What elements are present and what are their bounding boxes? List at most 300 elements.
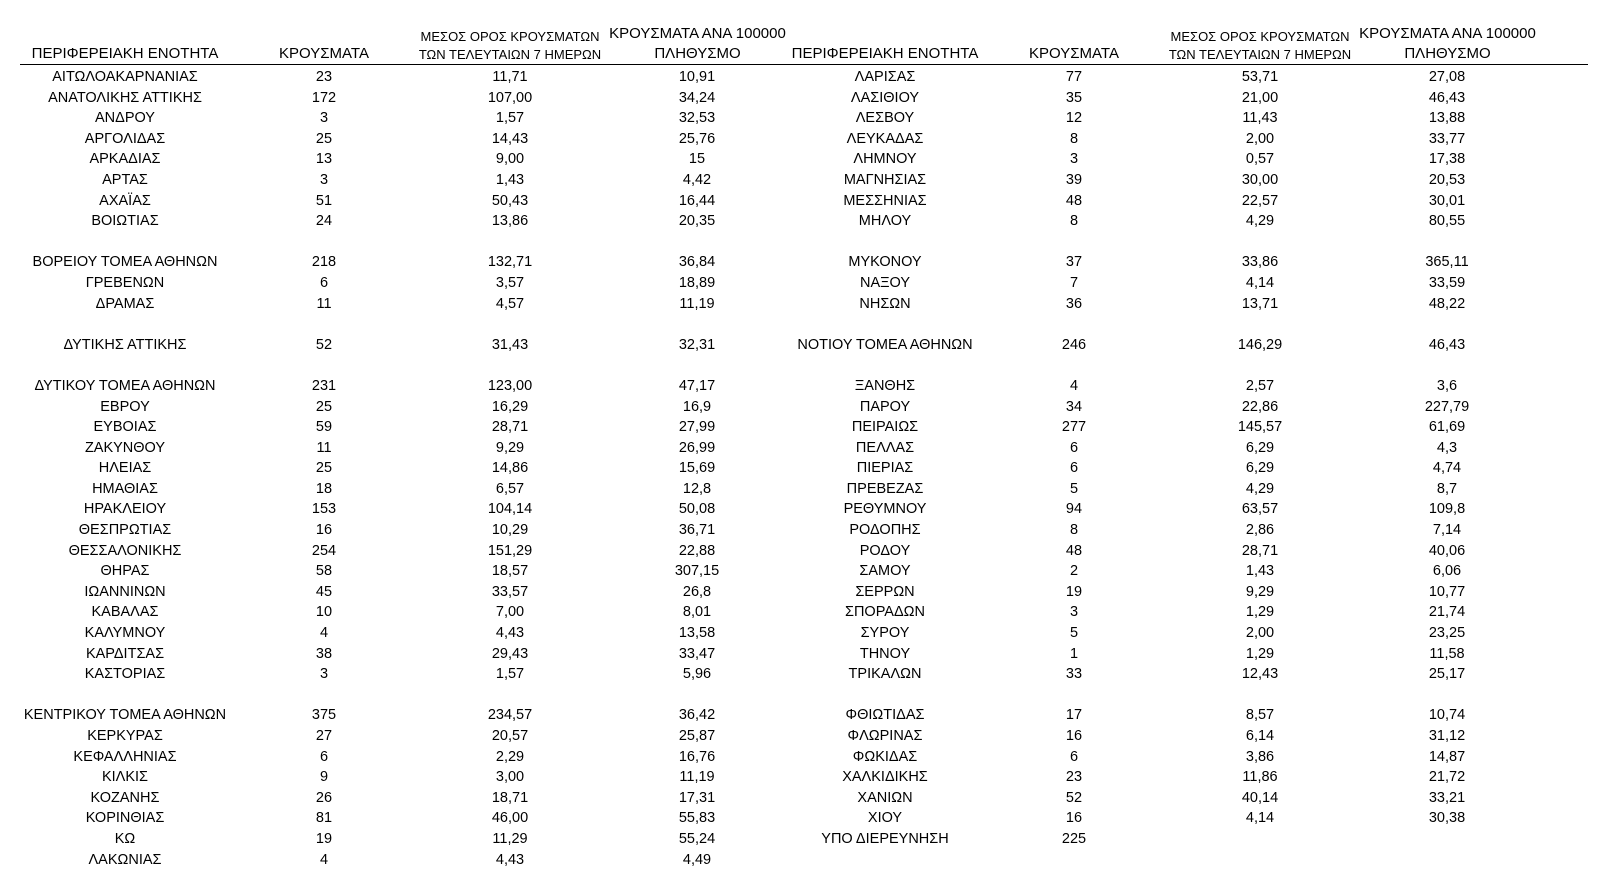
cases-cell: 9 xyxy=(319,769,329,786)
avg7-cell: 33,86 xyxy=(1241,254,1279,271)
avg7-cell: 33,57 xyxy=(491,583,529,600)
table-row xyxy=(750,273,1600,294)
per100k-cell: 32,53 xyxy=(678,110,716,127)
cases-cell: 246 xyxy=(1061,336,1087,353)
region-cell: ΑΡΤΑΣ xyxy=(102,171,148,188)
per100k-cell: 6,06 xyxy=(1432,563,1462,580)
cases-cell: 58 xyxy=(315,563,333,580)
region-cell: ΑΙΤΩΛΟΑΚΑΡΝΑΝΙΑΣ xyxy=(52,69,198,85)
header-avg-left xyxy=(410,28,610,64)
avg7-cell: 2,00 xyxy=(1245,625,1275,642)
avg7-cell: 40,14 xyxy=(1241,789,1279,806)
spacer-row xyxy=(750,314,1600,335)
cases-cell: 254 xyxy=(311,542,337,559)
per100k-cell: 20,35 xyxy=(678,213,716,230)
table-row xyxy=(0,417,800,438)
region-cell: ΡΟΔΟΠΗΣ xyxy=(849,522,921,539)
table-row xyxy=(0,561,800,582)
table-row xyxy=(750,788,1600,809)
cases-cell: 59 xyxy=(315,419,333,436)
per100k-cell: 8,01 xyxy=(682,604,712,621)
table-row xyxy=(750,582,1600,603)
table-row xyxy=(750,438,1600,459)
cases-cell: 5 xyxy=(1069,480,1079,497)
table-row xyxy=(0,747,800,768)
region-cell: ΣΕΡΡΩΝ xyxy=(855,583,915,600)
per100k-cell: 17,31 xyxy=(678,789,716,806)
per100k-cell: 55,83 xyxy=(678,810,716,827)
table-row xyxy=(750,747,1600,768)
region-cell: ΡΟΔΟΥ xyxy=(859,542,911,559)
cases-cell: 18 xyxy=(315,480,333,497)
header-avg-line2: ΤΩΝ ΤΕΛΕΥΤΑΙΩΝ 7 ΗΜΕΡΩΝ xyxy=(1168,47,1352,62)
header-avg-line2: ΤΩΝ ΤΕΛΕΥΤΑΙΩΝ 7 ΗΜΕΡΩΝ xyxy=(418,47,602,62)
per100k-cell: 365,11 xyxy=(1425,254,1469,271)
cases-cell: 277 xyxy=(1061,419,1087,436)
per100k-cell: 7,14 xyxy=(1432,522,1462,539)
region-cell: ΜΥΚΟΝΟΥ xyxy=(848,254,922,271)
cases-cell: 25 xyxy=(315,130,333,147)
table-row xyxy=(750,520,1600,541)
cases-cell: 37 xyxy=(1065,254,1083,271)
table-row xyxy=(0,479,800,500)
per100k-cell: 27,08 xyxy=(1428,69,1466,85)
avg7-cell: 2,29 xyxy=(495,748,525,765)
per100k-cell: 30,38 xyxy=(1428,810,1466,827)
cases-cell: 8 xyxy=(1069,130,1079,147)
per100k-cell: 34,24 xyxy=(678,89,716,106)
cases-cell: 6 xyxy=(319,274,329,291)
avg7-cell: 21,00 xyxy=(1241,89,1279,106)
avg7-cell: 4,43 xyxy=(495,625,525,642)
header-per100k-right xyxy=(1350,24,1545,64)
region-cell: ΑΝΔΡΟΥ xyxy=(95,110,155,127)
avg7-cell: 50,43 xyxy=(491,192,529,209)
per100k-cell: 47,17 xyxy=(678,377,716,394)
region-cell: ΘΕΣΠΡΩΤΙΑΣ xyxy=(78,522,172,539)
cases-cell: 3 xyxy=(1069,604,1079,621)
region-cell: ΚΟΡΙΝΘΙΑΣ xyxy=(85,810,165,827)
cases-cell: 375 xyxy=(311,707,337,724)
region-cell: ΤΡΙΚΑΛΩΝ xyxy=(848,666,922,683)
region-cell: ΛΗΜΝΟΥ xyxy=(853,151,917,168)
per100k-cell: 36,71 xyxy=(678,522,716,539)
cases-cell: 1 xyxy=(1069,645,1079,662)
table-row xyxy=(0,664,800,685)
cases-cell: 16 xyxy=(1065,728,1083,744)
avg7-cell: 46,00 xyxy=(491,810,529,827)
avg7-cell: 13,71 xyxy=(1241,295,1279,312)
table-row xyxy=(0,211,800,232)
cases-cell: 48 xyxy=(1065,192,1083,209)
region-cell: ΡΕΘΥΜΝΟΥ xyxy=(843,501,927,518)
header-avg-line1: ΜΕΣΟΣ ΟΡΟΣ ΚΡΟΥΣΜΑΤΩΝ xyxy=(1170,29,1350,44)
region-cell: ΚΕΦΑΛΛΗΝΙΑΣ xyxy=(73,748,177,765)
avg7-cell: 4,29 xyxy=(1245,213,1275,230)
cases-cell: 8 xyxy=(1069,213,1079,230)
avg7-cell: 6,29 xyxy=(1245,460,1275,477)
cases-cell: 4 xyxy=(319,851,329,868)
avg7-cell: 11,43 xyxy=(1242,110,1278,127)
region-cell: ΑΝΑΤΟΛΙΚΗΣ ΑΤΤΙΚΗΣ xyxy=(48,89,202,106)
table-row xyxy=(750,108,1600,129)
table-row xyxy=(0,788,800,809)
avg7-cell: 234,57 xyxy=(487,707,533,724)
region-cell: ΠΡΕΒΕΖΑΣ xyxy=(846,480,924,497)
per100k-cell: 11,58 xyxy=(1429,645,1465,662)
region-cell: ΠΕΛΛΑΣ xyxy=(855,439,915,456)
table-row xyxy=(750,808,1600,829)
avg7-cell: 0,57 xyxy=(1245,151,1275,168)
table-row xyxy=(0,88,800,109)
region-cell: ΛΕΣΒΟΥ xyxy=(855,110,915,127)
region-cell: ΔΡΑΜΑΣ xyxy=(95,295,155,312)
table-row xyxy=(750,602,1600,623)
table-row xyxy=(0,273,800,294)
region-cell: ΓΡΕΒΕΝΩΝ xyxy=(85,274,165,291)
cases-cell: 5 xyxy=(1069,625,1079,642)
cases-cell: 225 xyxy=(1061,830,1087,847)
table-row xyxy=(750,170,1600,191)
cases-cell: 77 xyxy=(1065,69,1083,85)
per100k-cell: 32,31 xyxy=(678,336,716,353)
avg7-cell: 1,29 xyxy=(1245,604,1275,621)
left-table-body xyxy=(0,67,800,870)
region-cell: ΚΕΡΚΥΡΑΣ xyxy=(87,728,163,744)
per100k-cell: 33,77 xyxy=(1428,130,1466,147)
avg7-cell: 2,57 xyxy=(1245,377,1275,394)
per100k-cell: 25,87 xyxy=(678,728,716,744)
region-cell: ΕΥΒΟΙΑΣ xyxy=(93,419,157,436)
table-row xyxy=(0,252,800,273)
avg7-cell: 107,00 xyxy=(487,89,533,106)
region-cell: ΖΑΚΥΝΘΟΥ xyxy=(84,439,166,456)
avg7-cell: 2,86 xyxy=(1245,522,1275,539)
spacer-row xyxy=(0,685,800,706)
cases-cell: 2 xyxy=(1069,563,1079,580)
header-rule xyxy=(20,64,1588,65)
avg7-cell: 145,57 xyxy=(1237,419,1283,436)
cases-cell: 8 xyxy=(1069,522,1079,539)
table-row xyxy=(750,726,1600,747)
table-row xyxy=(750,479,1600,500)
per100k-cell: 36,84 xyxy=(678,254,716,271)
per100k-cell: 3,6 xyxy=(1436,377,1458,394)
table-row xyxy=(750,211,1600,232)
avg7-cell: 4,57 xyxy=(495,295,525,312)
avg7-cell: 13,86 xyxy=(491,213,529,230)
avg7-cell: 1,43 xyxy=(495,171,525,188)
avg7-cell: 28,71 xyxy=(1241,542,1279,559)
cases-cell: 33 xyxy=(1065,666,1083,683)
cases-cell: 3 xyxy=(319,666,329,683)
table-row xyxy=(0,397,800,418)
cases-cell: 13 xyxy=(315,151,333,168)
cases-cell: 218 xyxy=(311,254,337,271)
region-cell: ΞΑΝΘΗΣ xyxy=(854,377,916,394)
table-row xyxy=(750,252,1600,273)
avg7-cell: 146,29 xyxy=(1237,336,1283,353)
header-cases-right: ΚΡΟΥΣΜΑΤΑ xyxy=(1029,45,1119,62)
per100k-cell: 46,43 xyxy=(1428,336,1466,353)
region-cell: ΘΕΣΣΑΛΟΝΙΚΗΣ xyxy=(68,542,182,559)
cases-cell: 39 xyxy=(1065,171,1083,188)
region-cell: ΧΑΛΚΙΔΙΚΗΣ xyxy=(842,769,928,786)
avg7-cell: 12,43 xyxy=(1241,666,1279,683)
table-row xyxy=(750,335,1600,356)
per100k-cell: 227,79 xyxy=(1424,398,1470,415)
region-cell: ΣΑΜΟΥ xyxy=(859,563,911,580)
region-cell: ΛΕΥΚΑΔΑΣ xyxy=(846,130,924,147)
avg7-cell: 18,57 xyxy=(491,563,529,580)
avg7-cell: 4,29 xyxy=(1245,480,1275,497)
avg7-cell: 3,57 xyxy=(495,274,525,291)
per100k-cell: 16,76 xyxy=(678,748,716,765)
avg7-cell: 18,71 xyxy=(491,789,529,806)
header-per100k-line1: ΚΡΟΥΣΜΑΤΑ ΑΝΑ 100000 xyxy=(609,25,786,42)
per100k-cell: 25,17 xyxy=(1428,666,1466,683)
per100k-cell: 21,74 xyxy=(1428,604,1466,621)
per100k-cell: 20,53 xyxy=(1428,171,1466,188)
per100k-cell: 13,88 xyxy=(1428,110,1466,127)
region-cell: ΑΡΚΑΔΙΑΣ xyxy=(89,151,161,168)
cases-cell: 35 xyxy=(1065,89,1083,106)
region-cell: ΛΑΣΙΘΙΟΥ xyxy=(850,89,920,106)
avg7-cell: 1,57 xyxy=(495,666,525,683)
per100k-cell: 33,21 xyxy=(1428,789,1466,806)
cases-cell: 11 xyxy=(316,295,332,312)
cases-cell: 23 xyxy=(1065,769,1083,786)
per100k-cell: 109,8 xyxy=(1428,501,1466,518)
region-cell: ΚΑΒΑΛΑΣ xyxy=(91,604,159,621)
cases-cell: 7 xyxy=(1069,274,1079,291)
region-cell: ΚΙΛΚΙΣ xyxy=(101,769,149,786)
avg7-cell: 151,29 xyxy=(487,542,533,559)
region-cell: ΕΒΡΟΥ xyxy=(100,398,150,415)
spacer-row xyxy=(0,314,800,335)
avg7-cell: 11,29 xyxy=(492,830,528,847)
cases-cell: 4 xyxy=(319,625,329,642)
avg7-cell: 132,71 xyxy=(487,254,533,271)
cases-cell: 6 xyxy=(1069,748,1079,765)
cases-cell: 17 xyxy=(1065,707,1083,724)
table-row xyxy=(750,561,1600,582)
region-cell: ΔΥΤΙΚΗΣ ΑΤΤΙΚΗΣ xyxy=(63,336,187,353)
table-row xyxy=(0,108,800,129)
region-cell: ΒΟΡΕΙΟΥ ΤΟΜΕΑ ΑΘΗΝΩΝ xyxy=(32,254,218,271)
region-cell: ΛΑΡΙΣΑΣ xyxy=(854,69,916,85)
table-row xyxy=(0,170,800,191)
region-cell: ΚΟΖΑΝΗΣ xyxy=(90,789,160,806)
per100k-cell: 11,19 xyxy=(679,295,715,312)
cases-cell: 231 xyxy=(311,377,337,394)
avg7-cell: 2,00 xyxy=(1245,130,1275,147)
cases-cell: 52 xyxy=(315,336,333,353)
per100k-cell: 307,15 xyxy=(674,563,720,580)
region-cell: ΥΠΟ ΔΙΕΡΕΥΝΗΣΗ xyxy=(821,830,949,847)
region-cell: ΚΑΡΔΙΤΣΑΣ xyxy=(85,645,165,662)
cases-cell: 23 xyxy=(315,69,333,85)
avg7-cell: 4,14 xyxy=(1245,274,1275,291)
avg7-cell: 123,00 xyxy=(487,377,533,394)
per100k-cell: 8,7 xyxy=(1436,480,1458,497)
cases-cell: 25 xyxy=(315,398,333,415)
region-cell: ΜΑΓΝΗΣΙΑΣ xyxy=(843,171,927,188)
per100k-cell: 40,06 xyxy=(1428,542,1466,559)
table-row xyxy=(750,376,1600,397)
per100k-cell: 16,44 xyxy=(678,192,716,209)
table-row xyxy=(750,623,1600,644)
table-row xyxy=(0,67,800,88)
header-region-left: ΠΕΡΙΦΕΡΕΙΑΚΗ ΕΝΟΤΗΤΑ xyxy=(31,45,219,62)
cases-cell: 16 xyxy=(1065,810,1083,827)
table-row xyxy=(0,767,800,788)
cases-cell: 19 xyxy=(315,830,333,847)
per100k-cell: 26,8 xyxy=(682,583,712,600)
region-cell: ΠΑΡΟΥ xyxy=(859,398,911,415)
cases-cell: 3 xyxy=(319,171,329,188)
table-row xyxy=(0,808,800,829)
table-row xyxy=(0,149,800,170)
cases-cell: 38 xyxy=(315,645,333,662)
region-cell: ΑΡΓΟΛΙΔΑΣ xyxy=(84,130,166,147)
region-cell: ΔΥΤΙΚΟΥ ΤΟΜΕΑ ΑΘΗΝΩΝ xyxy=(34,377,216,394)
per100k-cell: 33,59 xyxy=(1428,274,1466,291)
cases-cell: 48 xyxy=(1065,542,1083,559)
region-cell: ΦΩΚΙΔΑΣ xyxy=(852,748,918,765)
region-cell: ΠΕΙΡΑΙΩΣ xyxy=(851,419,919,436)
table-row xyxy=(0,850,800,870)
avg7-cell: 3,00 xyxy=(495,769,525,786)
per100k-cell: 46,43 xyxy=(1428,89,1466,106)
region-cell: ΜΗΛΟΥ xyxy=(858,213,912,230)
table-row xyxy=(750,644,1600,665)
table-row xyxy=(750,499,1600,520)
avg7-cell: 1,29 xyxy=(1245,645,1275,662)
avg7-cell: 31,43 xyxy=(491,336,529,353)
per100k-cell: 4,3 xyxy=(1436,439,1458,456)
table-row xyxy=(750,191,1600,212)
table-row xyxy=(750,149,1600,170)
avg7-cell: 9,29 xyxy=(1245,583,1275,600)
region-cell: ΝΗΣΩΝ xyxy=(859,295,911,312)
per100k-cell: 27,99 xyxy=(678,419,716,436)
region-cell: ΣΠΟΡΑΔΩΝ xyxy=(845,604,925,621)
region-cell: ΜΕΣΣΗΝΙΑΣ xyxy=(843,192,927,209)
avg7-cell: 4,14 xyxy=(1245,810,1275,827)
avg7-cell: 20,57 xyxy=(491,728,529,744)
avg7-cell: 29,43 xyxy=(491,645,529,662)
cases-cell: 94 xyxy=(1065,501,1083,518)
table-row xyxy=(0,623,800,644)
table-row xyxy=(0,376,800,397)
per100k-cell: 13,58 xyxy=(678,625,716,642)
cases-cell: 4 xyxy=(1069,377,1079,394)
avg7-cell: 1,43 xyxy=(1245,563,1275,580)
per100k-cell: 18,89 xyxy=(678,274,716,291)
table-row xyxy=(750,767,1600,788)
table-row xyxy=(750,664,1600,685)
spacer-row xyxy=(750,232,1600,253)
cases-cell: 6 xyxy=(319,748,329,765)
cases-cell: 10 xyxy=(315,604,333,621)
cases-cell: 45 xyxy=(315,583,333,600)
per100k-cell: 26,99 xyxy=(678,439,716,456)
table-row xyxy=(0,499,800,520)
avg7-cell: 22,86 xyxy=(1241,398,1279,415)
avg7-cell: 8,57 xyxy=(1245,707,1275,724)
header-avg-right xyxy=(1160,28,1360,64)
per100k-cell: 4,74 xyxy=(1432,460,1462,477)
per100k-cell: 10,74 xyxy=(1428,707,1466,724)
per100k-cell: 15,69 xyxy=(678,460,716,477)
cases-cell: 153 xyxy=(311,501,337,518)
avg7-cell: 14,43 xyxy=(491,130,529,147)
avg7-cell: 9,29 xyxy=(495,439,525,456)
region-cell: ΗΡΑΚΛΕΙΟΥ xyxy=(83,501,167,518)
avg7-cell: 6,29 xyxy=(1245,439,1275,456)
avg7-cell: 104,14 xyxy=(487,501,533,518)
region-cell: ΦΘΙΩΤΙΔΑΣ xyxy=(845,707,925,724)
avg7-cell: 30,00 xyxy=(1241,171,1279,188)
per100k-cell: 50,08 xyxy=(678,501,716,518)
region-cell: ΝΑΞΟΥ xyxy=(859,274,911,291)
per100k-cell: 17,38 xyxy=(1428,151,1466,168)
avg7-cell: 6,14 xyxy=(1245,728,1275,744)
region-cell: ΠΙΕΡΙΑΣ xyxy=(856,460,914,477)
cases-cell: 24 xyxy=(315,213,333,230)
table-row xyxy=(750,397,1600,418)
table-row xyxy=(0,602,800,623)
table-row xyxy=(750,294,1600,315)
table-row xyxy=(750,129,1600,150)
per100k-cell: 48,22 xyxy=(1428,295,1466,312)
header-per100k-line2: ΠΛΗΘΥΣΜΟ xyxy=(1404,45,1491,62)
per100k-cell: 16,9 xyxy=(682,398,712,415)
region-cell: ΒΟΙΩΤΙΑΣ xyxy=(91,213,159,230)
region-cell: ΘΗΡΑΣ xyxy=(100,563,150,580)
table-row xyxy=(0,520,800,541)
per100k-cell: 12,8 xyxy=(682,480,712,497)
region-cell: ΤΗΝΟΥ xyxy=(859,645,911,662)
table-row xyxy=(750,705,1600,726)
header-per100k-line2: ΠΛΗΘΥΣΜΟ xyxy=(654,45,741,62)
table-row xyxy=(750,67,1600,88)
table-row xyxy=(750,541,1600,562)
cases-cell: 34 xyxy=(1065,398,1083,415)
spacer-row xyxy=(0,232,800,253)
table-row xyxy=(750,829,1600,850)
table-row xyxy=(0,335,800,356)
cases-cell: 27 xyxy=(315,728,333,744)
avg7-cell: 11,71 xyxy=(492,69,528,85)
avg7-cell: 11,86 xyxy=(1242,769,1278,786)
table-row xyxy=(0,829,800,850)
cases-cell: 25 xyxy=(315,460,333,477)
table-row xyxy=(0,582,800,603)
table-row xyxy=(0,191,800,212)
per100k-cell: 15 xyxy=(688,151,706,168)
table-row xyxy=(0,129,800,150)
cases-cell: 12 xyxy=(1065,110,1083,127)
per100k-cell: 31,12 xyxy=(1428,728,1466,744)
table-row xyxy=(0,726,800,747)
cases-cell: 3 xyxy=(1069,151,1079,168)
per100k-cell: 33,47 xyxy=(678,645,716,662)
cases-cell: 26 xyxy=(315,789,333,806)
region-cell: ΧΑΝΙΩΝ xyxy=(857,789,913,806)
per100k-cell: 55,24 xyxy=(678,830,716,847)
